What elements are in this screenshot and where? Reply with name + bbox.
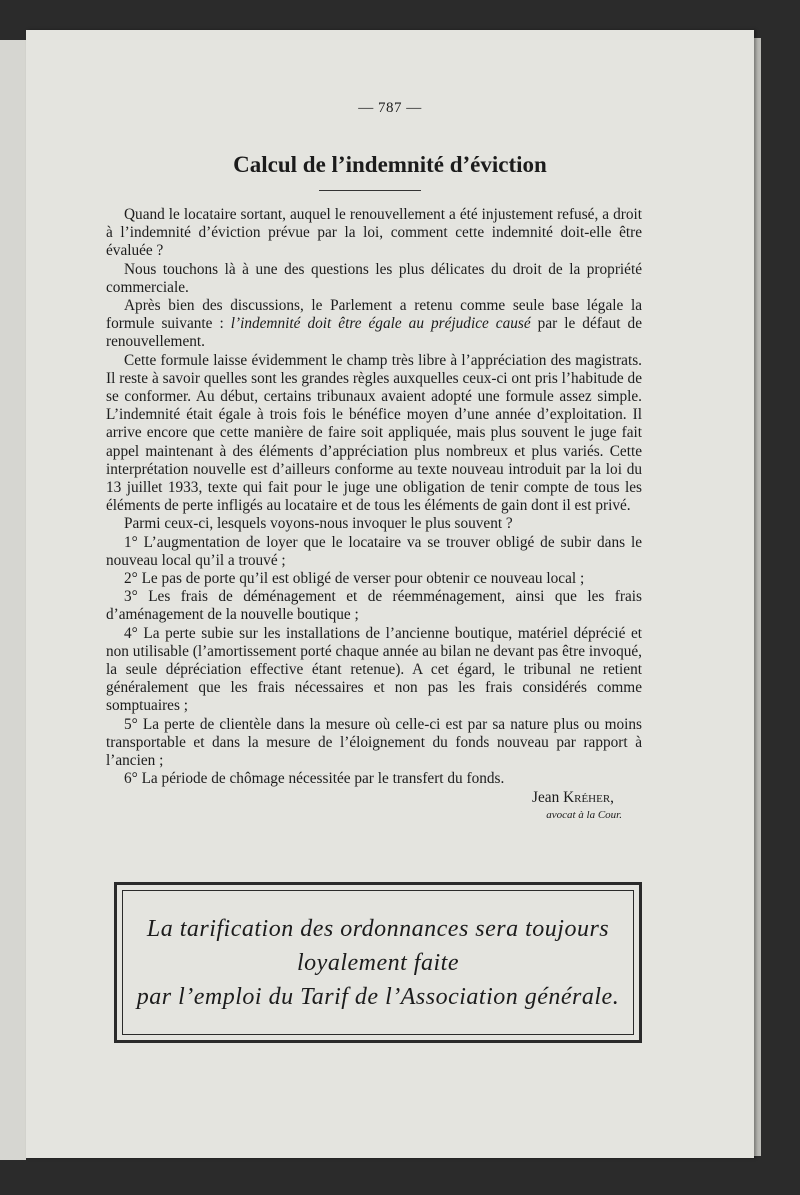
paragraph: Parmi ceux-ci, lesquels voyons-nous invoquer le plus souvent ? — [124, 515, 513, 533]
previous-page-edge — [0, 40, 26, 1160]
title-rule — [319, 190, 421, 191]
signature-first-name: Jean — [532, 788, 560, 806]
advertisement-line: La tarification des ordonnances sera toujours — [146, 915, 610, 942]
list-item: 2° Le pas de porte qu’il est obligé de verser pour obtenir ce nouveau local ; — [124, 570, 585, 588]
paragraph: Nous touchons là à une des questions les plus délicates du droit de la propriété commerciale. — [106, 260, 642, 296]
advertisement-box — [114, 882, 642, 1043]
document-page — [26, 30, 754, 1158]
paragraph: Cette formule laisse évidemment le champ très libre à l’appréciation des magistrats. Il reste à savoir quelles sont les grandes règles auxquelles ceux-ci ont pris l’habitude de se conformer. Au début, certains tribunaux avaient adopté une formule assez simple. L’indemnité était égale à trois fois le bénéfice moyen d’une année d’exploitation. Il arrive encore que cette manière de faire soit appliquée, mais plus souvent le juge fait appel maintenant à des éléments d’appréciation plus nombreux et plus variés. Cette interprétation nouvelle est d’ailleurs conforme au texte nouveau introduit par la loi du 13 juillet 1933, texte qui fait pour le juge une obligation de tenir compte de tous les éléments de perte infligés au locataire et de tous les éléments de gain dont il est privé. — [106, 351, 642, 515]
article-title: Calcul de l’indemnité d’éviction — [233, 152, 547, 177]
law-text-after: par le défaut de renouvellement. — [106, 315, 642, 351]
page-number: — 787 — — [358, 100, 422, 116]
paragraph-law — [106, 297, 642, 352]
signature-last-name: Kréher, — [563, 788, 614, 806]
advertisement-inner-frame — [122, 890, 634, 1035]
list-item: 3° Les frais de déménagement et de réemménagement, ainsi que les frais d’aménagement de la nouvelle boutique ; — [106, 588, 642, 624]
advertisement-line: par l’emploi du Tarif de l’Association générale. — [136, 983, 620, 1010]
list-item: 6° La période de chômage nécessitée par le transfert du fonds. — [124, 770, 505, 788]
paragraph: Quand le locataire sortant, auquel le renouvellement a été injustement refusé, a droit à l’indemnité d’éviction prévue par la loi, comment cette indemnité doit-elle être évaluée ? — [106, 206, 642, 260]
list-item: 5° La perte de clientèle dans la mesure où celle-ci est par sa nature plus ou moins transportable et dans la mesure de l’éloignement du fonds nouveau par rapport à l’ancien ; — [106, 715, 642, 770]
signature-title: avocat à la Cour. — [546, 808, 622, 821]
signature-name — [106, 789, 642, 807]
advertisement-line: loyalement faite — [297, 949, 459, 976]
list-item: 1° L’augmentation de loyer que le locataire va se trouver obligé de subir dans le nouveau local qu’il a trouvé ; — [106, 533, 642, 569]
law-quote: l’indemnité doit être égale au préjudice causé — [230, 315, 531, 333]
list-item: 4° La perte subie sur les installations de l’ancienne boutique, matériel déprécié et non utilisable (l’amortissement porté chaque année au bilan ne devant pas être invoqué, la seule dépréciation effective étant retenue). A cet égard, le tribunal ne retient généralement que les frais nécessaires et non pas les frais considérés comme somptuaires ; — [106, 624, 642, 715]
law-text-before: Après bien des discussions, le Parlement a retenu comme seule base légale la formule suivante : — [106, 297, 642, 333]
article-body — [106, 206, 642, 823]
